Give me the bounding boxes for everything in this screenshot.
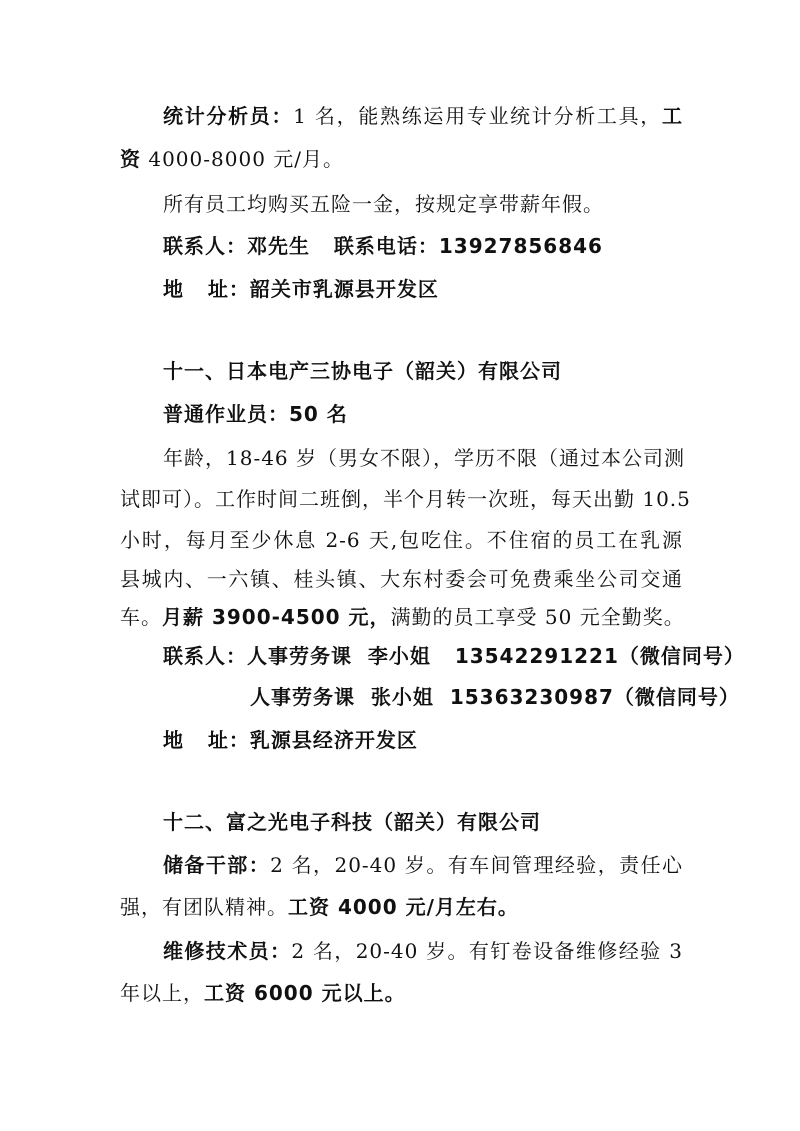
s11-address: 地 址：乳源县经济开发区 — [163, 728, 418, 752]
analyst-line-1 — [163, 102, 683, 130]
s12-tech-salary: 工资 6000 元以上。 — [204, 981, 406, 1005]
analyst-label: 统计分析员： — [163, 104, 294, 128]
s12-tech-line-2 — [120, 979, 406, 1007]
s12-tech-label: 维修技术员： — [163, 939, 292, 963]
s11-paragraph-line-4: 县城内、一六镇、桂头镇、大东村委会可免费乘坐公司交通 — [120, 567, 683, 591]
analyst-bold-b: 资 — [120, 147, 141, 171]
s11-paragraph-line-5 — [120, 603, 685, 631]
analyst-line-2 — [120, 145, 344, 173]
s12-reserve-text: 2 名，20-40 岁。有车间管理经验，责任心 — [270, 853, 683, 877]
section-12-heading: 十二、富之光电子科技（韶关）有限公司 — [163, 810, 541, 834]
contact-deng: 联系人：邓先生 联系电话：13927856846 — [163, 234, 603, 258]
s12-reserve-line-1 — [163, 851, 683, 879]
analyst-bold-end: 工 — [662, 104, 683, 128]
s11-paragraph-line-1: 年龄，18-46 岁（男女不限），学历不限（通过本公司测 — [163, 446, 686, 470]
s11-p5-b: 满勤的员工享受 50 元全勤奖。 — [390, 605, 685, 629]
s12-reserve-label: 储备干部： — [163, 853, 271, 877]
s12-tech-text: 2 名，20-40 岁。有钉卷设备维修经验 3 — [291, 939, 683, 963]
s11-paragraph-line-2: 试即可）。工作时间二班倒，半个月转一次班，每天出勤 10.5 — [120, 487, 691, 511]
s12-tech-line-1 — [163, 937, 683, 965]
s12-reserve-text2-a: 强，有团队精神。 — [120, 895, 288, 919]
section-11-heading: 十一、日本电产三协电子（韶关）有限公司 — [163, 359, 562, 383]
s11-paragraph-line-3: 小时，每月至少休息 2-6 天,包吃住。不住宿的员工在乳源 — [120, 528, 683, 552]
s11-contact-li: 联系人：人事劳务课 李小姐 13542291221（微信同号） — [163, 644, 745, 668]
s12-reserve-line-2 — [120, 893, 519, 921]
analyst-text-a: 1 名，能熟练运用专业统计分析工具， — [293, 104, 662, 128]
section-11-role: 普通作业员：50 名 — [163, 402, 348, 426]
insurance-text: 所有员工均购买五险一金，按规定享带薪年假。 — [163, 192, 604, 216]
s12-tech-text2-a: 年以上， — [120, 981, 204, 1005]
s12-reserve-salary: 工资 4000 元/月左右。 — [288, 895, 519, 919]
analyst-text-b: 4000-8000 元/月。 — [141, 147, 345, 171]
s11-salary: 月薪 3900-4500 元， — [162, 605, 391, 629]
address-kaifaqu: 地 址：韶关市乳源县开发区 — [163, 277, 439, 301]
s11-p5-a: 车。 — [120, 605, 162, 629]
s11-contact-zhang: 人事劳务课 张小姐 15363230987（微信同号） — [250, 685, 740, 709]
